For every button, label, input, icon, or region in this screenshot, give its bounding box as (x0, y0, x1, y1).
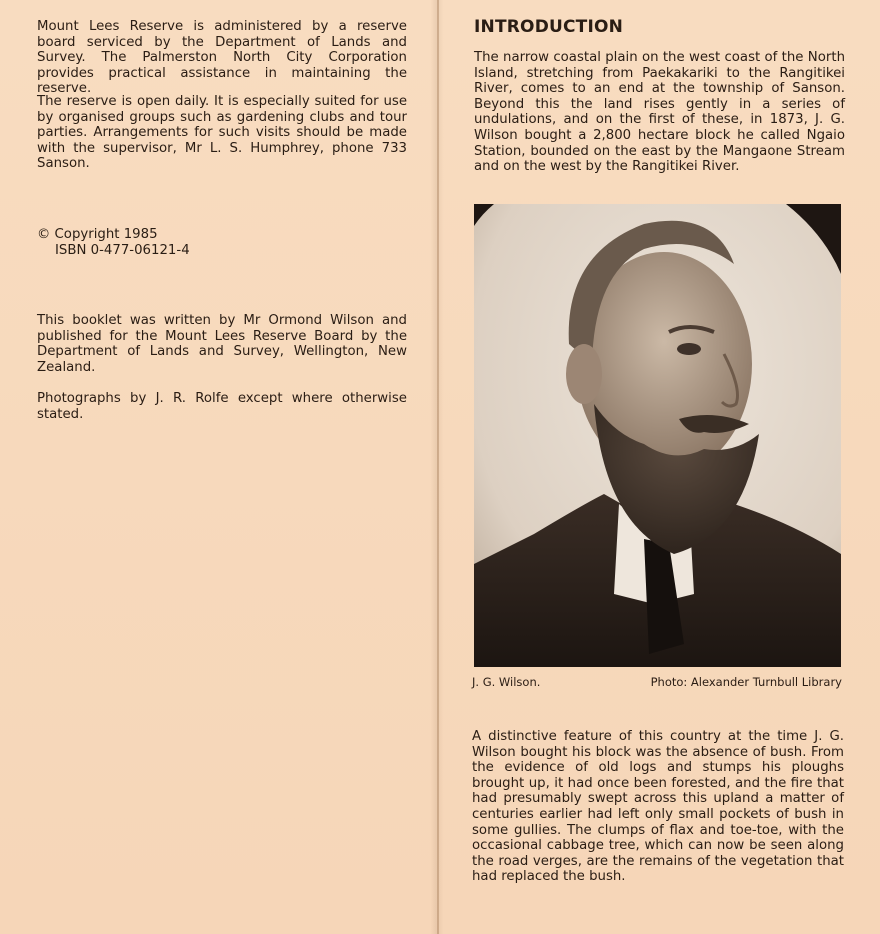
author-paragraph: This booklet was written by Mr Ormond Wilson and published for the Mount Lees Reserve Board by the Department of Lands and Survey, Wellington, New Zealand. (37, 313, 407, 375)
section-heading: INTRODUCTION (474, 17, 624, 37)
caption-subject: J. G. Wilson. (472, 675, 541, 689)
copyright-block (37, 227, 337, 258)
bush-history-paragraph: A distinctive feature of this country at the time J. G. Wilson bought his block was the absence of bush. From the evidence of old logs and stumps his ploughs brought up, it had once been forested, and the fire that had presumably swept across this upland a matter of centuries earlier had left only small pockets of bush in some gullies. The clumps of flax and toe-toe, with the occasional cabbage tree, which can now be seen along the road verges, are the remains of the vegetation that had replaced the bush. (472, 729, 844, 885)
page-fold (437, 0, 439, 934)
right-page (440, 0, 880, 934)
portrait-ear (566, 344, 602, 404)
introduction-paragraph: The narrow coastal plain on the west coast of the North Island, stretching from Paekakariki to the Rangitikei River, comes to an end at the township of Sanson. Beyond this the land rises gently in a series of undulations, and on the first of these, in 1873, J. G. Wilson bought a 2,800 hectare block he called Ngaio Station, bounded on the east by the Mangaone Stream and on the west by the Rangitikei River. (474, 50, 845, 175)
portrait-photo (474, 204, 841, 667)
administration-paragraph: Mount Lees Reserve is administered by a reserve board serviced by the Department of Lands and Survey. The Palmerston North City Corporation provides practical assistance in maintaining the reserve. (37, 19, 407, 97)
isbn-line: ISBN 0-477-06121-4 (55, 242, 190, 258)
portrait-eye (677, 343, 701, 355)
portrait-illustration (474, 204, 841, 667)
copyright-line: © Copyright 1985 (37, 227, 158, 242)
photo-credit-paragraph: Photographs by J. R. Rolfe except where otherwise stated. (37, 391, 407, 422)
caption-credit: Photo: Alexander Turnbull Library (650, 675, 842, 689)
opening-hours-paragraph: The reserve is open daily. It is especially suited for use by organised groups such as gardening clubs and tour parties. Arrangements for such visits should be made with the supervisor, Mr L. S. Humphrey, phone 733 Sanson. (37, 94, 407, 172)
left-page (0, 0, 437, 934)
